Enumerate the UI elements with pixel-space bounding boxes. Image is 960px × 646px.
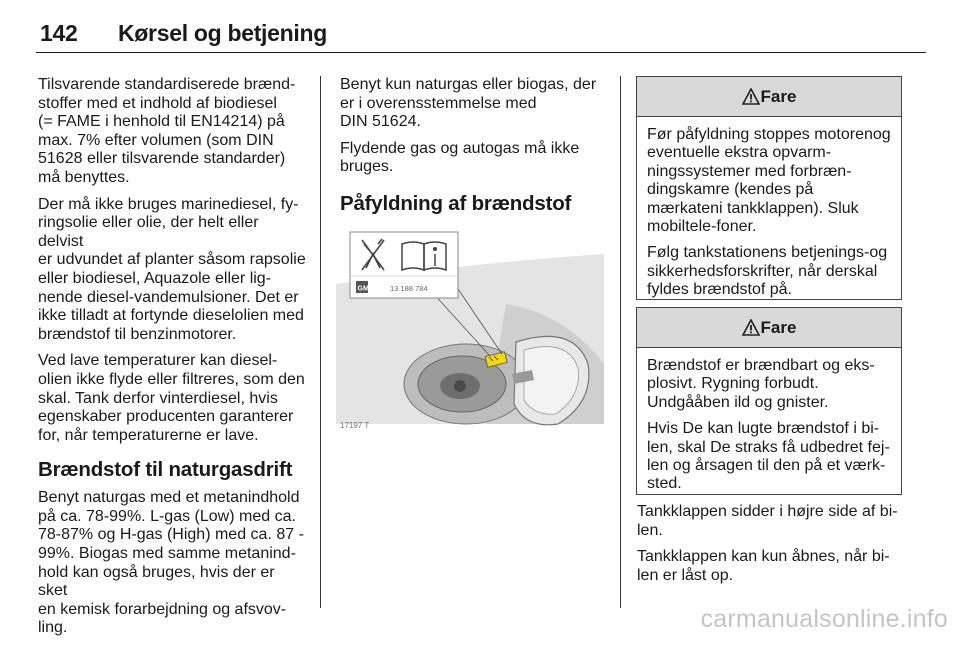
text-line: åben ild og gnister. [694,393,829,411]
page-title: Kørsel og betjening [118,20,327,46]
right-column-text [637,503,905,593]
warning-triangle-icon [742,88,760,105]
page-number: 142 [40,20,78,46]
text-line: sted. [647,475,682,493]
text-line: 51628 eller tilsvarende standarder) [38,150,286,168]
paragraph [637,548,905,585]
text-line: nende diesel-vandemulsioner. Det er [38,288,299,306]
section-heading: Påfyldning af brændstof [340,191,572,215]
text-line: max. 7% efter volumen (som DIN [38,131,274,149]
gm-logo: GM [357,285,369,293]
text-line: ringsolie eller olie, der helt eller delvist [38,214,259,250]
text-line: Tilsvarende standardiserede brænd- [38,76,296,93]
left-column [38,76,308,646]
text-line: Tankklappen sidder i højre side af bi- [637,503,898,520]
text-line: og sikkerhedsforskrifter, når der [647,244,888,280]
text-line: hold kan også bruges, hvis der er sket [38,563,275,600]
middle-column [340,76,610,223]
text-line: Hvis De kan lugte brændstof i bi- [647,420,880,438]
text-line: Benyt naturgas med et metanindhold [38,489,300,507]
text-line: brændstof til benzinmotorer. [38,325,237,343]
text-line: Flydende gas og autogas må ikke [340,139,580,157]
text-line: for, når temperaturerne er lave. [38,426,259,444]
paragraph [38,489,308,638]
label-part-number: 13 188 784 [390,284,428,293]
text-line: i tankklappen). Sluk mobiltele- [647,199,859,236]
text-line: DIN 51624. [340,113,421,131]
warning-title: Fare [760,87,797,106]
warning-title: Fare [760,318,797,337]
paragraph [38,352,308,445]
text-line: ningssystemer med forbræn- [647,162,852,180]
column-divider [320,76,321,608]
warning-box [636,76,902,300]
text-line: len er låst op. [637,566,734,584]
paragraph [340,140,610,177]
text-line: len og årsagen til den på et værk- [647,457,886,475]
text-line: Følg tankstationens betjenings- [647,244,870,262]
text-line: er udvundet af planter såsom rapsolie [38,251,306,269]
paragraph [647,126,891,236]
warning-header [637,308,901,348]
page-header [36,18,926,53]
text-line: ikke tilladt at fortynde dieselolien med [38,307,304,325]
text-line: Tankklappen kan kun åbnes, når bi- [637,548,890,566]
warning-header [637,77,901,117]
text-line: er i overensstemmelse med [340,94,537,112]
section-heading: Brændstof til naturgasdrift [38,458,293,482]
text-line: stoffer med et indhold af biodiesel [38,94,277,112]
text-line: en kemisk forarbejdning og afsvov- [38,600,287,618]
text-line: skal fyldes brændstof på. [647,262,878,299]
warning-triangle-icon [742,319,760,336]
text-line: len. [637,521,663,539]
text-line: må benyttes. [38,168,130,186]
paragraph [38,196,308,345]
paragraph [340,76,610,132]
warning-box [636,307,902,495]
text-line: dingskamre (kendes på mærkaten [647,181,814,217]
text-line: len, skal De straks få udbedret fej- [647,438,890,456]
text-line: 99%. Biogas med samme metanind- [38,545,296,563]
paragraph [647,420,891,494]
text-line: olien ikke flyde eller filtreres, som den [38,370,305,388]
text-line: 78-87% og H-gas (High) med ca. 87 - [38,526,304,544]
text-line: Benyt kun naturgas eller biogas, der [340,76,597,93]
watermark: carmanualsonline.info [700,605,948,633]
text-line: Før påfyldning stoppes motoren [647,126,873,143]
text-line: foner. [716,218,757,236]
text-line: Brændstof er brændbart og eks- [647,357,875,374]
paragraph [647,244,891,299]
figure-id: 17197 T [340,421,370,430]
text-line: Der må ikke bruges marinediesel, fy- [38,195,299,213]
column-divider [620,76,621,608]
text-line: eller biodiesel, Aquazole eller lig- [38,269,272,287]
text-line: skal. Tank derfor vinterdiesel, hvis [38,389,278,407]
text-line: (= FAME i henhold til EN14214) på [38,113,285,131]
text-line: Ved lave temperaturer kan diesel- [38,352,278,370]
fuel-flap-illustration [336,224,604,434]
text-line: ling. [38,619,68,637]
text-line: plosivt. Rygning forbudt. Undgå [647,375,819,411]
text-line: egenskaber producenten garanterer [38,408,294,426]
paragraph [38,76,308,188]
text-line: og eventuelle ekstra opvarm- [647,126,891,162]
text-line: bruges. [340,158,394,176]
paragraph [637,503,905,540]
text-line: på ca. 78-99%. L-gas (Low) med ca. [38,507,296,525]
paragraph [647,357,891,412]
